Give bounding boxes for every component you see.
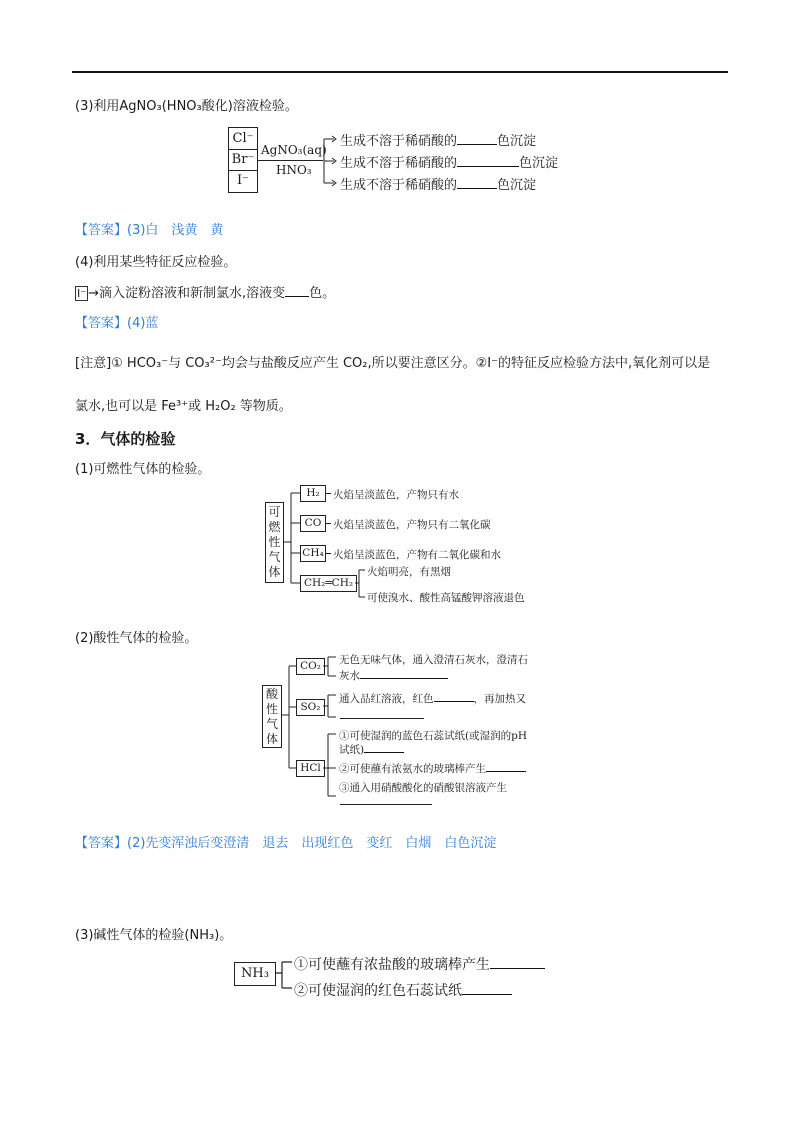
hcl-bracket: [323, 726, 339, 810]
so2-desc-1: 通入品红溶液，红色 ，再加热又: [339, 693, 526, 705]
hcl-desc-a2: 试纸): [339, 742, 404, 757]
desc-c2h4-2: 可使溴水、酸性高锰酸钾溶液退色: [367, 592, 525, 604]
section-title-basic: (3)碱性气体的检验(NH₃)。: [75, 928, 233, 943]
note-line-1: [注意]① HCO₃⁻与 CO₃²⁻均会与盐酸反应产生 CO₂,所以要注意区分。②I⁻的特征反应检验方法中,氧化剂可以是: [75, 356, 711, 371]
gas-co: CO: [300, 515, 326, 532]
flammable-diagram: [265, 484, 545, 604]
nh3-bracket: [276, 952, 296, 1000]
acidic-diagram: [262, 652, 562, 812]
gas-hcl: HCl: [296, 760, 325, 777]
gas-co2: CO₂: [296, 658, 325, 675]
ion-box: [228, 127, 258, 193]
ion-br: Br⁻: [229, 150, 257, 171]
desc-h2: 火焰呈淡蓝色，产物只有水: [333, 489, 459, 501]
gas-nh3: NH₃: [234, 962, 276, 986]
connector: [325, 523, 331, 524]
blank: [486, 761, 526, 772]
flammable-root-box: 可 燃 性 气 体: [265, 502, 284, 583]
answer-1: 【答案】(3)白 浅黄 黄: [75, 223, 224, 238]
so2-blank-2: [340, 718, 424, 719]
top-rule: [72, 71, 728, 73]
ion-cl: Cl⁻: [229, 128, 257, 150]
reagent-top: AgNO₃(aq): [261, 143, 327, 157]
blank: [490, 955, 545, 969]
co2-desc-2: 灰水: [339, 668, 448, 683]
section-heading-gas: 3．气体的检验: [75, 430, 176, 448]
iodide-test-line: I⁻ →滴入淀粉溶液和新制氯水,溶液变 色。: [77, 286, 336, 301]
section-title-agno3: (3)利用AgNO₃(HNO₃酸化)溶液检验。: [75, 99, 298, 114]
connector: [325, 493, 331, 494]
branch-arrows: [322, 131, 338, 191]
hcl-blank-c: [340, 804, 432, 805]
answer-3: 【答案】(2)先变浑浊后变澄清 退去 出现红色 变红 白烟 白色沉淀: [75, 836, 497, 851]
so2-bracket: [323, 690, 339, 722]
hcl-desc-c: ③通入用硝酸酸化的硝酸银溶液产生: [339, 782, 507, 794]
reagent-line: [258, 160, 323, 161]
desc-ch4: 火焰呈淡蓝色，产物有二氧化碳和水: [333, 549, 501, 561]
result-br: 生成不溶于稀硝酸的 色沉淀: [340, 156, 559, 171]
gas-c2h4: CH₂═CH₂: [300, 575, 357, 592]
blank: [457, 176, 497, 189]
blank: [457, 154, 519, 167]
blank: [434, 691, 474, 702]
acidic-branch-lines: [281, 652, 299, 812]
agno3-diagram: [228, 125, 608, 195]
reagent-bottom: HNO₃: [276, 163, 312, 177]
gas-ch4: CH₄: [300, 545, 326, 562]
nh3-diagram: [234, 952, 574, 1000]
note-line-2: 氯水,也可以是 Fe³⁺或 H₂O₂ 等物质。: [75, 399, 292, 414]
iodide-box: I⁻: [77, 287, 87, 300]
desc-c2h4-1: 火焰明亮，有黑烟: [367, 566, 451, 578]
section-title-acidic: (2)酸性气体的检验。: [75, 631, 198, 646]
ion-i: I⁻: [237, 173, 249, 188]
desc-co: 火焰呈淡蓝色，产物只有二氧化碳: [333, 519, 491, 531]
c2h4-branch: [355, 564, 367, 604]
co2-desc-1: 无色无味气体，通入澄清石灰水，澄清石: [339, 654, 528, 666]
section-title-feature: (4)利用某些特征反应检验。: [75, 255, 237, 270]
result-i: 生成不溶于稀硝酸的 色沉淀: [340, 178, 537, 193]
gas-h2: H₂: [300, 485, 326, 502]
result-cl: 生成不溶于稀硝酸的 色沉淀: [340, 134, 537, 149]
blank: [462, 981, 512, 995]
connector: [325, 553, 331, 554]
nh3-desc-a: ①可使蘸有浓盐酸的玻璃棒产生: [294, 954, 545, 974]
gas-so2: SO₂: [296, 699, 325, 716]
blank: [360, 668, 448, 679]
nh3-desc-b: ②可使湿润的红色石蕊试纸: [294, 980, 512, 1000]
blank: [364, 742, 404, 753]
hcl-desc-b: ②可使蘸有浓氨水的玻璃棒产生: [339, 761, 526, 776]
blank: [457, 132, 497, 145]
section-title-flammable: (1)可燃性气体的检验。: [75, 462, 211, 477]
co2-bracket: [323, 652, 339, 682]
acidic-root-box: 酸 性 气 体: [262, 685, 282, 748]
hcl-desc-a1: ①可使湿润的蓝色石蕊试纸(或湿润的pH: [339, 730, 527, 742]
blank: [285, 284, 309, 297]
answer-2: 【答案】(4)蓝: [75, 316, 159, 331]
